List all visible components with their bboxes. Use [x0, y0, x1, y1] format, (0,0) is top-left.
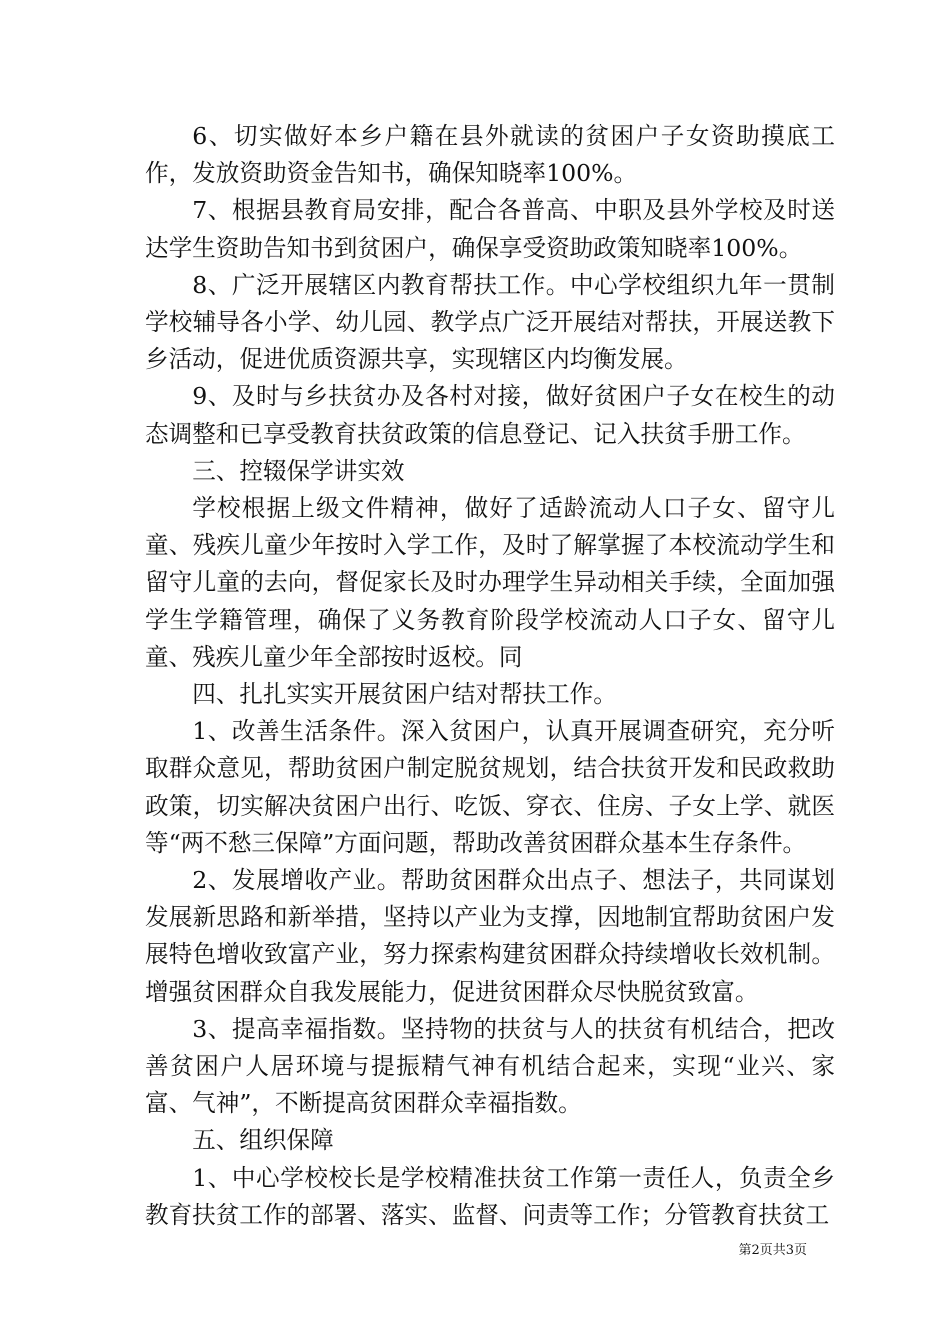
paragraph-item-9: 9、及时与乡扶贫办及各村对接，做好贫困户子女在校生的动态调整和已享受教育扶贫政策的信息登记、记入扶贫手册工作。 [145, 382, 835, 448]
section-heading-3: 三、控辍保学讲实效 [192, 456, 405, 485]
paragraph-item-7: 7、根据县教育局安排，配合各普高、中职及县外学校及时送达学生资助告知书到贫困户，确保享受资助政策知晓率100%。 [145, 196, 835, 262]
paragraph-item-6: 6、切实做好本乡户籍在县外就读的贫困户子女资助摸底工作，发放资助资金告知书，确保知晓率100%。 [145, 122, 835, 188]
section-5-item-1: 1、中心学校校长是学校精准扶贫工作第一责任人，负责全乡教育扶贫工作的部署、落实、监督、问责等工作；分管教育扶贫工 [145, 1163, 835, 1229]
section-4-item-2: 2、发展增收产业。帮助贫困群众出点子、想法子，共同谋划发展新思路和新举措，坚持以产业为支撑，因地制宜帮助贫困户发展特色增收致富产业，努力探索构建贫困群众持续增收长效机制。增强贫困群众自我发展能力，促进贫困群众尽快脱贫致富。 [145, 866, 835, 1006]
document-body [145, 118, 835, 1234]
section-heading-4: 四、扎扎实实开展贫困户结对帮扶工作。 [192, 680, 617, 709]
section-4-item-1: 1、改善生活条件。深入贫困户，认真开展调查研究，充分听取群众意见，帮助贫困户制定脱贫规划，结合扶贫开发和民政救助政策，切实解决贫困户出行、吃饭、穿衣、住房、子女上学、就医等“两不愁三保障”方面问题，帮助改善贫困群众基本生存条件。 [145, 717, 835, 857]
paragraph-item-8: 8、广泛开展辖区内教育帮扶工作。中心学校组织九年一贯制学校辅导各小学、幼儿园、教学点广泛开展结对帮扶，开展送教下乡活动，促进优质资源共享，实现辖区内均衡发展。 [145, 270, 835, 374]
section-3-paragraph: 学校根据上级文件精神，做好了适龄流动人口子女、留守儿童、残疾儿童少年按时入学工作，及时了解掌握了本校流动学生和留守儿童的去向，督促家长及时办理学生异动相关手续，全面加强学生学籍管理，确保了义务教育阶段学校流动人口子女、留守儿童、残疾儿童少年全部按时返校。同 [145, 494, 835, 671]
section-heading-5: 五、组织保障 [192, 1126, 334, 1155]
page-number-footer: 第2页共3页 [738, 1243, 807, 1258]
section-4-item-3: 3、提高幸福指数。坚持物的扶贫与人的扶贫有机结合，把改善贫困户人居环境与提振精气神有机结合起来，实现“业兴、家富、气神”，不断提高贫困群众幸福指数。 [145, 1014, 835, 1118]
